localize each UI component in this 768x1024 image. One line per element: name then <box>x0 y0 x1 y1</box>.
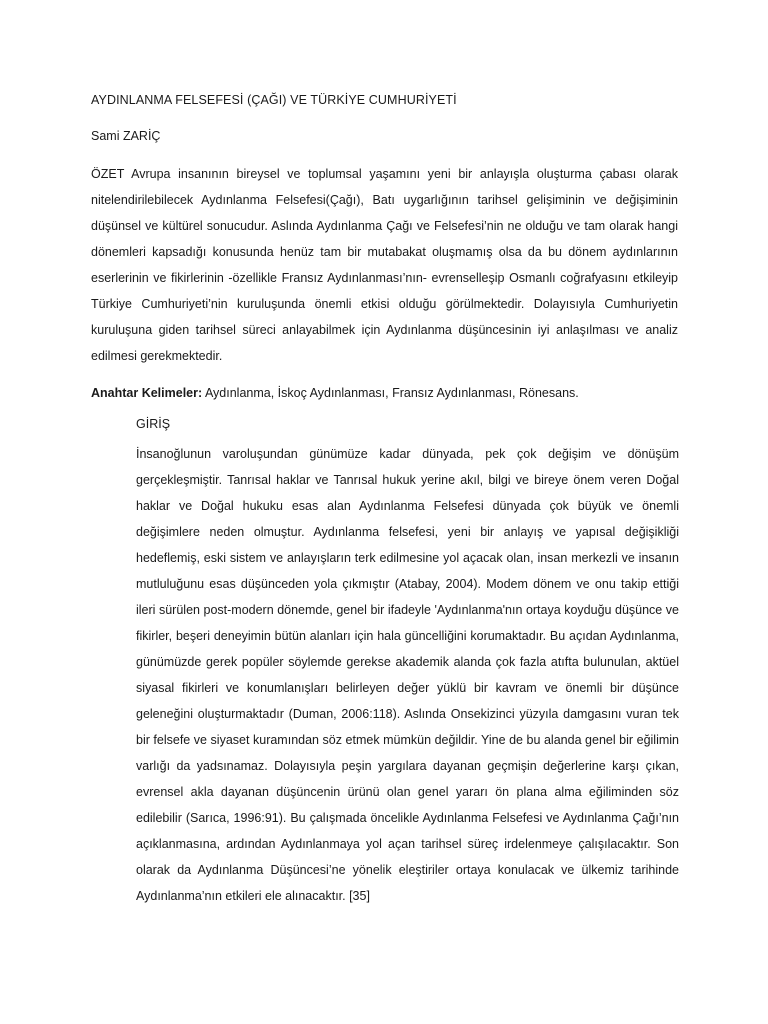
keywords-label: Anahtar Kelimeler: <box>91 386 203 400</box>
introduction-paragraph: İnsanoğlunun varoluşundan günümüze kadar dünyada, pek çok değişim ve dönüşüm gerçekleşmiştir. Tanrısal haklar ve Tanrısal hukuk yerine akıl, bilgi ve bireye önem veren Doğal haklar ve Doğal hukuku esas alan Aydınlanma Felsefesi dünyada çok büyük ve önemli değişimlere neden olmuştur. Aydınlanma felsefesi, yeni bir anlayış ve yapısal değişikliği hedeflemiş, eski sistem ve anlayışların terk edilmesine yol açacak olan, insan merkezli ve insanın mutluluğunu esas düşünceden yola çıkmıştır (Atabay, 2004). Modem dönem ve onu takip ettiği ileri sürülen post-modern dönemde, genel bir ifadeyle 'Aydınlanma'nın ortaya koyduğu düşünce ve fikirler, beşeri deneyimin bütün alanları için hala güncelliğini korumaktadır. Bu açıdan Aydınlanma, günümüzde gerek popüler söylemde gerekse akademik alanda çok fazla atıfta bulunulan, aktüel siyasal fikirleri ve konumlanışları belirleyen değer yüklü bir kavram ve önemli bir düşünce geleneğini oluşturmaktadır (Duman, 2006:118). Aslında Onsekizinci yüzyıla damgasını vuran tek bir felsefe ve siyaset kuramından söz etmek mümkün değildir. Yine de bu alanda genel bir eğilimin varlığı da yadsınamaz. Dolayısıyla peşin yargılara dayanan geçmişin değerlerine karşı çıkan, evrensel akla dayanan düşüncenin ürünü olan genel yararı ön plana alma eğiliminden söz edilebilir (Sarıca, 1996:91). Bu çalışmada öncelikle Aydınlanma Felsefesi ve Aydınlanma Çağı’nın açıklanmasına, ardından Aydınlanmaya yol açan tarihsel süreç irdelenmeye çalışılacaktır. Son olarak da Aydınlanma Düşüncesi’ne yönelik eleştiriler ortaya konulacak ve ülkemiz tarihinde Aydınlanma’nın etkileri ele alınacaktır. [35] <box>136 447 679 903</box>
author-name: Sami ZARİÇ <box>91 129 161 143</box>
document-title: AYDINLANMA FELSEFESİ (ÇAĞI) VE TÜRKİYE CUMHURİYETİ <box>91 93 457 107</box>
keywords-text: Aydınlanma, İskoç Aydınlanması, Fransız Aydınlanması, Rönesans. <box>202 386 579 400</box>
keywords-line <box>91 383 691 403</box>
section-heading: GİRİŞ <box>136 417 171 431</box>
abstract-paragraph: ÖZET Avrupa insanının bireysel ve toplumsal yaşamını yeni bir anlayışla oluşturma çabası olarak nitelendirilebilecek Aydınlanma Felsefesi(Çağı), Batı uygarlığının tarihsel gelişiminin ve değişiminin düşünsel ve kültürel sonucudur. Aslında Aydınlanma Çağı ve Felsefesi’nin ne olduğu ve tam olarak hangi dönemleri kapsadığı konusunda henüz tam bir mutabakat oluşmamış olsa da bu dönem aydınlarının eserlerinin ve fikirlerinin -özellikle Fransız Aydınlanması’nın- evrenselleşip Osmanlı coğrafyasını etkileyip Türkiye Cumhuriyeti’nin kuruluşunda önemli etkisi olduğu görülmektedir. Dolayısıyla Cumhuriyetin kuruluşuna giden tarihsel süreci anlayabilmek için Aydınlanma düşüncesinin iyi anlaşılması ve analiz edilmesi gerekmektedir. <box>91 167 678 363</box>
